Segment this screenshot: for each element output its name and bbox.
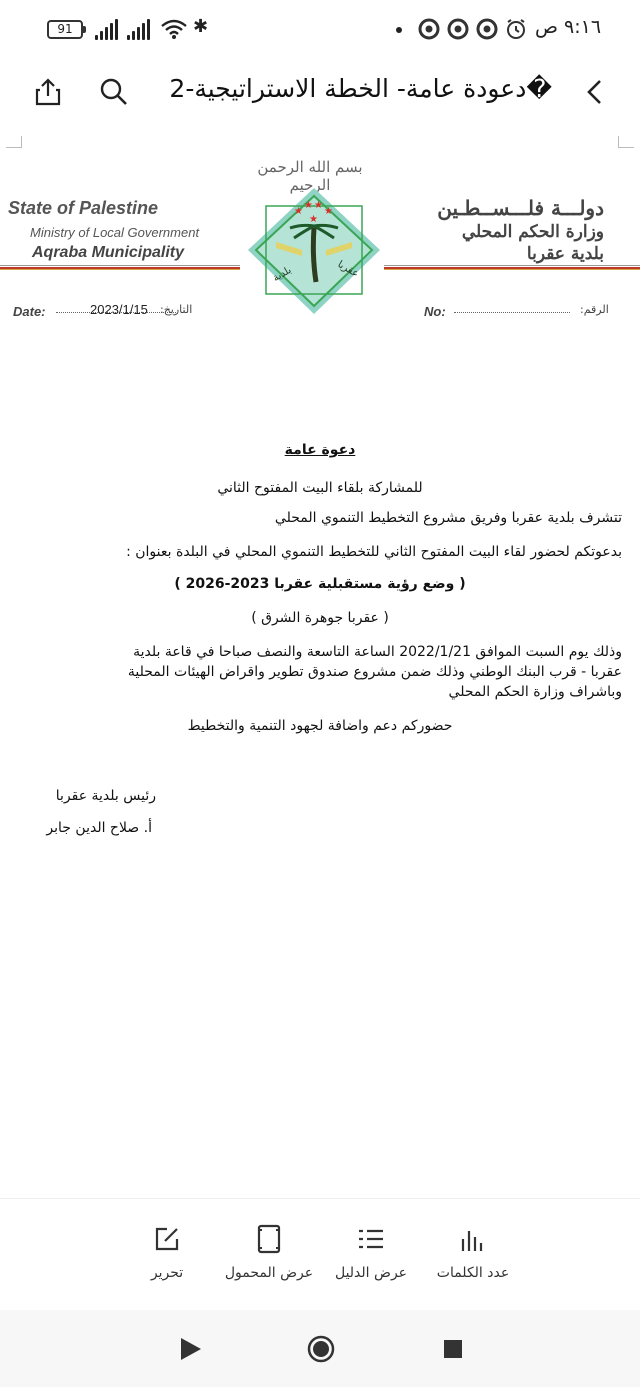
- signal-strength-icon-2: [127, 18, 151, 40]
- notification-dot-icon: [396, 27, 402, 33]
- signer-name: أ. صلاح الدين جابر: [46, 820, 152, 836]
- municipality-logo: [246, 186, 382, 316]
- no-label-ar: الرقم:: [580, 303, 609, 316]
- recents-nav-icon[interactable]: [438, 1334, 468, 1364]
- svg-text:★: ★: [294, 206, 303, 217]
- signal-strength-icon: [95, 18, 119, 40]
- list-icon: [355, 1223, 387, 1255]
- mobile-view-label: عرض المحمول: [224, 1265, 314, 1281]
- app-bar: [0, 62, 640, 124]
- logo-text-left: بلدية: [271, 264, 294, 285]
- wifi-icon: [160, 18, 188, 40]
- letter-line-3: بدعوتكم لحضور لقاء البيت المفتوح الثاني للتخطيط التنموي المحلي في البلدة بعنوان :: [126, 544, 622, 560]
- date-value: 2023/1/15: [90, 302, 148, 317]
- bismillah-calligraphy: بسم الله الرحمن الرحيم: [257, 158, 363, 194]
- mobile-view-button[interactable]: [209, 1223, 329, 1293]
- ar-state: دولـــة فلـــســطـين: [437, 196, 604, 220]
- back-chevron-icon[interactable]: [580, 76, 612, 108]
- edit-label: تحرير: [150, 1265, 184, 1281]
- reference-row: [0, 298, 640, 322]
- svg-text:★: ★: [304, 200, 313, 211]
- en-state: State of Palestine: [8, 198, 159, 218]
- letter-paragraph-line-2: عقربا - قرب البنك الوطني وذلك ضمن مشروع صندوق تطوير واقراض الهيئات المحلية: [127, 664, 622, 680]
- share-icon[interactable]: [32, 76, 64, 108]
- word-count-label: عدد الكلمات: [436, 1265, 510, 1281]
- ar-municipality: بلدية عقربا: [526, 244, 604, 264]
- document-page: [0, 130, 640, 1195]
- chrome-icon: [418, 18, 440, 40]
- letter-line-1: للمشاركة بلقاء البيت المفتوح الثاني: [217, 480, 423, 496]
- english-letterhead: [8, 198, 208, 262]
- document-title: �دعودة عامة- الخطة الاستراتيجية-2: [169, 74, 552, 103]
- page-corner-mark: [618, 136, 634, 148]
- word-count-button[interactable]: [413, 1223, 533, 1293]
- battery-level: 91: [57, 22, 73, 36]
- letter-heading: دعوة عامة: [284, 442, 356, 458]
- page-corner-mark: [6, 136, 22, 148]
- ar-ministry: وزارة الحكم المحلي: [461, 222, 604, 242]
- letter-line-2: تتشرف بلدية عقربا وفريق مشروع التخطيط التنموي المحلي: [274, 510, 622, 526]
- logo-text-right: عقربا: [335, 259, 361, 280]
- svg-text:★: ★: [314, 200, 323, 211]
- search-icon[interactable]: [98, 76, 130, 108]
- mobile-frame-icon: [253, 1223, 285, 1255]
- letter-paragraph-line-1: وذلك يوم السبت الموافق 2022/1/21 الساعة التاسعة والنصف صباحا في قاعة بلدية: [133, 644, 622, 660]
- letter-paragraph-line-3: وباشراف وزارة الحكم المحلي: [448, 684, 622, 700]
- letterhead-rule-left: [0, 265, 240, 270]
- arabic-letterhead: [404, 196, 604, 264]
- edit-icon: [151, 1223, 183, 1255]
- letter-closing: حضوركم دعم واضافة لجهود التنمية والتخطيط: [187, 718, 453, 734]
- en-ministry: Ministry of Local Government: [30, 225, 200, 240]
- date-label-ar: التاريخ:: [160, 303, 193, 316]
- no-dotted-line: [454, 312, 570, 313]
- bottom-toolbar: [0, 1198, 640, 1308]
- home-nav-icon[interactable]: [306, 1334, 336, 1364]
- outline-view-label: عرض الدليل: [334, 1265, 408, 1281]
- letterhead-rule-right: [384, 265, 640, 270]
- no-label-en: No:: [424, 304, 446, 319]
- letter-line-5: ( عقربا جوهرة الشرق ): [251, 610, 389, 626]
- svg-text:★: ★: [309, 214, 318, 225]
- status-bar: [0, 0, 640, 60]
- chrome-icon-3: [476, 18, 498, 40]
- signer-title: رئيس بلدية عقربا: [55, 788, 156, 804]
- battery-icon: [47, 20, 83, 39]
- edit-button[interactable]: [107, 1223, 227, 1293]
- back-nav-icon[interactable]: [175, 1334, 205, 1364]
- status-time: ٩:١٦ ص: [535, 16, 602, 38]
- letter-line-4: ( وضع رؤية مستقبلية عقربا 2023-2026 ): [174, 576, 466, 592]
- alarm-icon: [505, 18, 527, 40]
- date-label-en: Date:: [13, 304, 46, 319]
- chrome-icon-2: [447, 18, 469, 40]
- en-municipality: Aqraba Municipality: [32, 244, 185, 261]
- outline-view-button[interactable]: [311, 1223, 431, 1293]
- system-nav-bar: [0, 1310, 640, 1387]
- bar-chart-icon: [457, 1223, 489, 1255]
- bluetooth-icon: ✱: [193, 16, 209, 37]
- svg-text:★: ★: [324, 206, 333, 217]
